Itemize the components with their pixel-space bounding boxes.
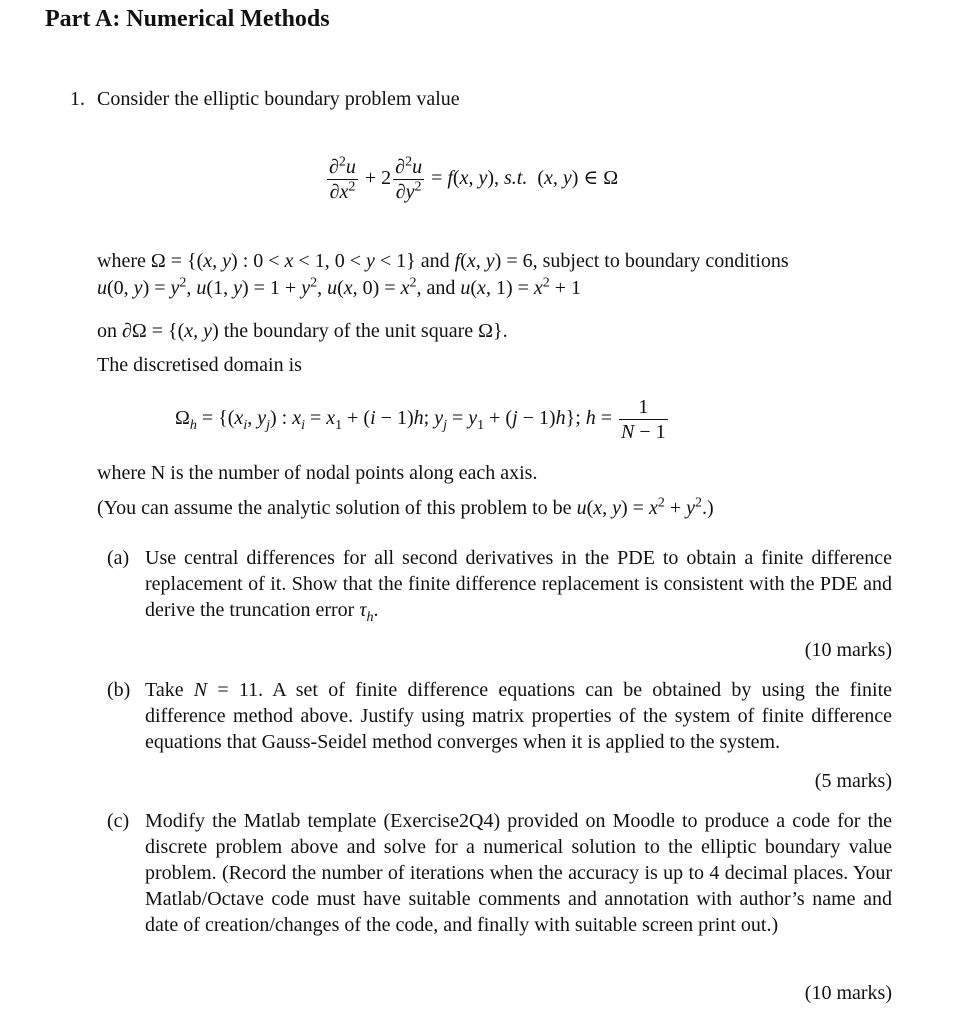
where-word: where bbox=[97, 250, 146, 272]
part-b-body: A set of finite difference equations can be obtained by using the finite difference method above. Justify using matrix properties of the system of finite difference equations that Gauss-Seidel method converges when it is applied to the system. bbox=[145, 679, 892, 753]
part-b-text: Take N = 11. A set of finite difference equations can be obtained by using the finite difference method above. Justify using matrix properties of the system of finite difference equations that Gauss-Seidel method converges when it is applied to the system. bbox=[145, 679, 892, 753]
boundary-line: on ∂Ω = {(x, y) the boundary of the unit square Ω}. bbox=[97, 320, 508, 342]
boundary-conditions: u(0, $y) = y^2$, u(1, $y) = 1 + y^2$, u(x, $0) = x^2$, and u(x, $1) = x^2 + 1$ bbox=[97, 275, 582, 299]
nodal-points-text: where N is the number of nodal points along each axis. bbox=[97, 462, 538, 484]
discrete-domain-equation: $\Omega_h = \{(x_i$, $y_j$) : $x_i = x_1 + (i - 1)h$; $y_j = y_1 + (j - 1)h$}; h = $\frac{1}{N - 1}$ bbox=[175, 396, 666, 443]
part-c-label: (c) bbox=[107, 810, 130, 832]
on-word: on bbox=[97, 320, 117, 342]
page-title: Part A: Numerical Methods bbox=[45, 6, 330, 32]
pde-equation: $\frac{\partial^2u}{\partial x^2}$ + 2 $\frac{\partial^2u}{\partial y^2}$ = f(x, y), s.t. (x, y) ∈ Ω bbox=[329, 154, 619, 203]
discretised-label: The discretised domain is bbox=[97, 354, 302, 376]
part-b-marks: (5 marks) bbox=[814, 770, 892, 792]
subject-text: , subject to boundary conditions bbox=[532, 250, 789, 272]
part-c-marks: (10 marks) bbox=[804, 982, 892, 1004]
part-c-text: Modify the Matlab template (Exercise2Q4) provided on Moodle to produce a code for the discrete problem above and solve for a numerical solution to the elliptic boundary value problem. (Record the number of iterations when the accuracy is up to 4 decimal places. Your Matlab/Octave code must have suitable comments and annotation with author’s name and date of creation/changes of the code, and finally with suitable screen print out.) bbox=[145, 810, 892, 936]
domain-definition: where Ω = {(x, y) : 0 < x < 1, 0 < y < 1} and f(x, y) = 6, subject to boundary conditions bbox=[97, 250, 789, 272]
and-word: and bbox=[420, 250, 450, 272]
question-number: 1. bbox=[70, 88, 85, 110]
part-a-label: (a) bbox=[107, 547, 130, 569]
part-a-body: Use central differences for all second derivatives in the PDE to obtain a finite difference replacement of it. Show that the finite difference replacement is consistent with the PDE and derive the truncation error bbox=[145, 547, 892, 621]
part-b-label: (b) bbox=[107, 679, 131, 701]
part-a-text: Use central differences for all second derivatives in the PDE to obtain a finite difference replacement of it. Show that the finite difference replacement is consistent with the PDE and derive the truncation error $\tau_h$. bbox=[145, 547, 892, 625]
assume-text: (You can assume the analytic solution of this problem to be bbox=[97, 497, 572, 519]
analytic-solution-line: (You can assume the analytic solution of this problem to be u(x, $y) = x^2 + y^2$.) bbox=[97, 495, 714, 519]
question-intro: Consider the elliptic boundary problem value bbox=[97, 88, 460, 110]
part-a-marks: (10 marks) bbox=[804, 639, 892, 661]
boundary-text: the boundary of the unit square bbox=[223, 320, 474, 342]
